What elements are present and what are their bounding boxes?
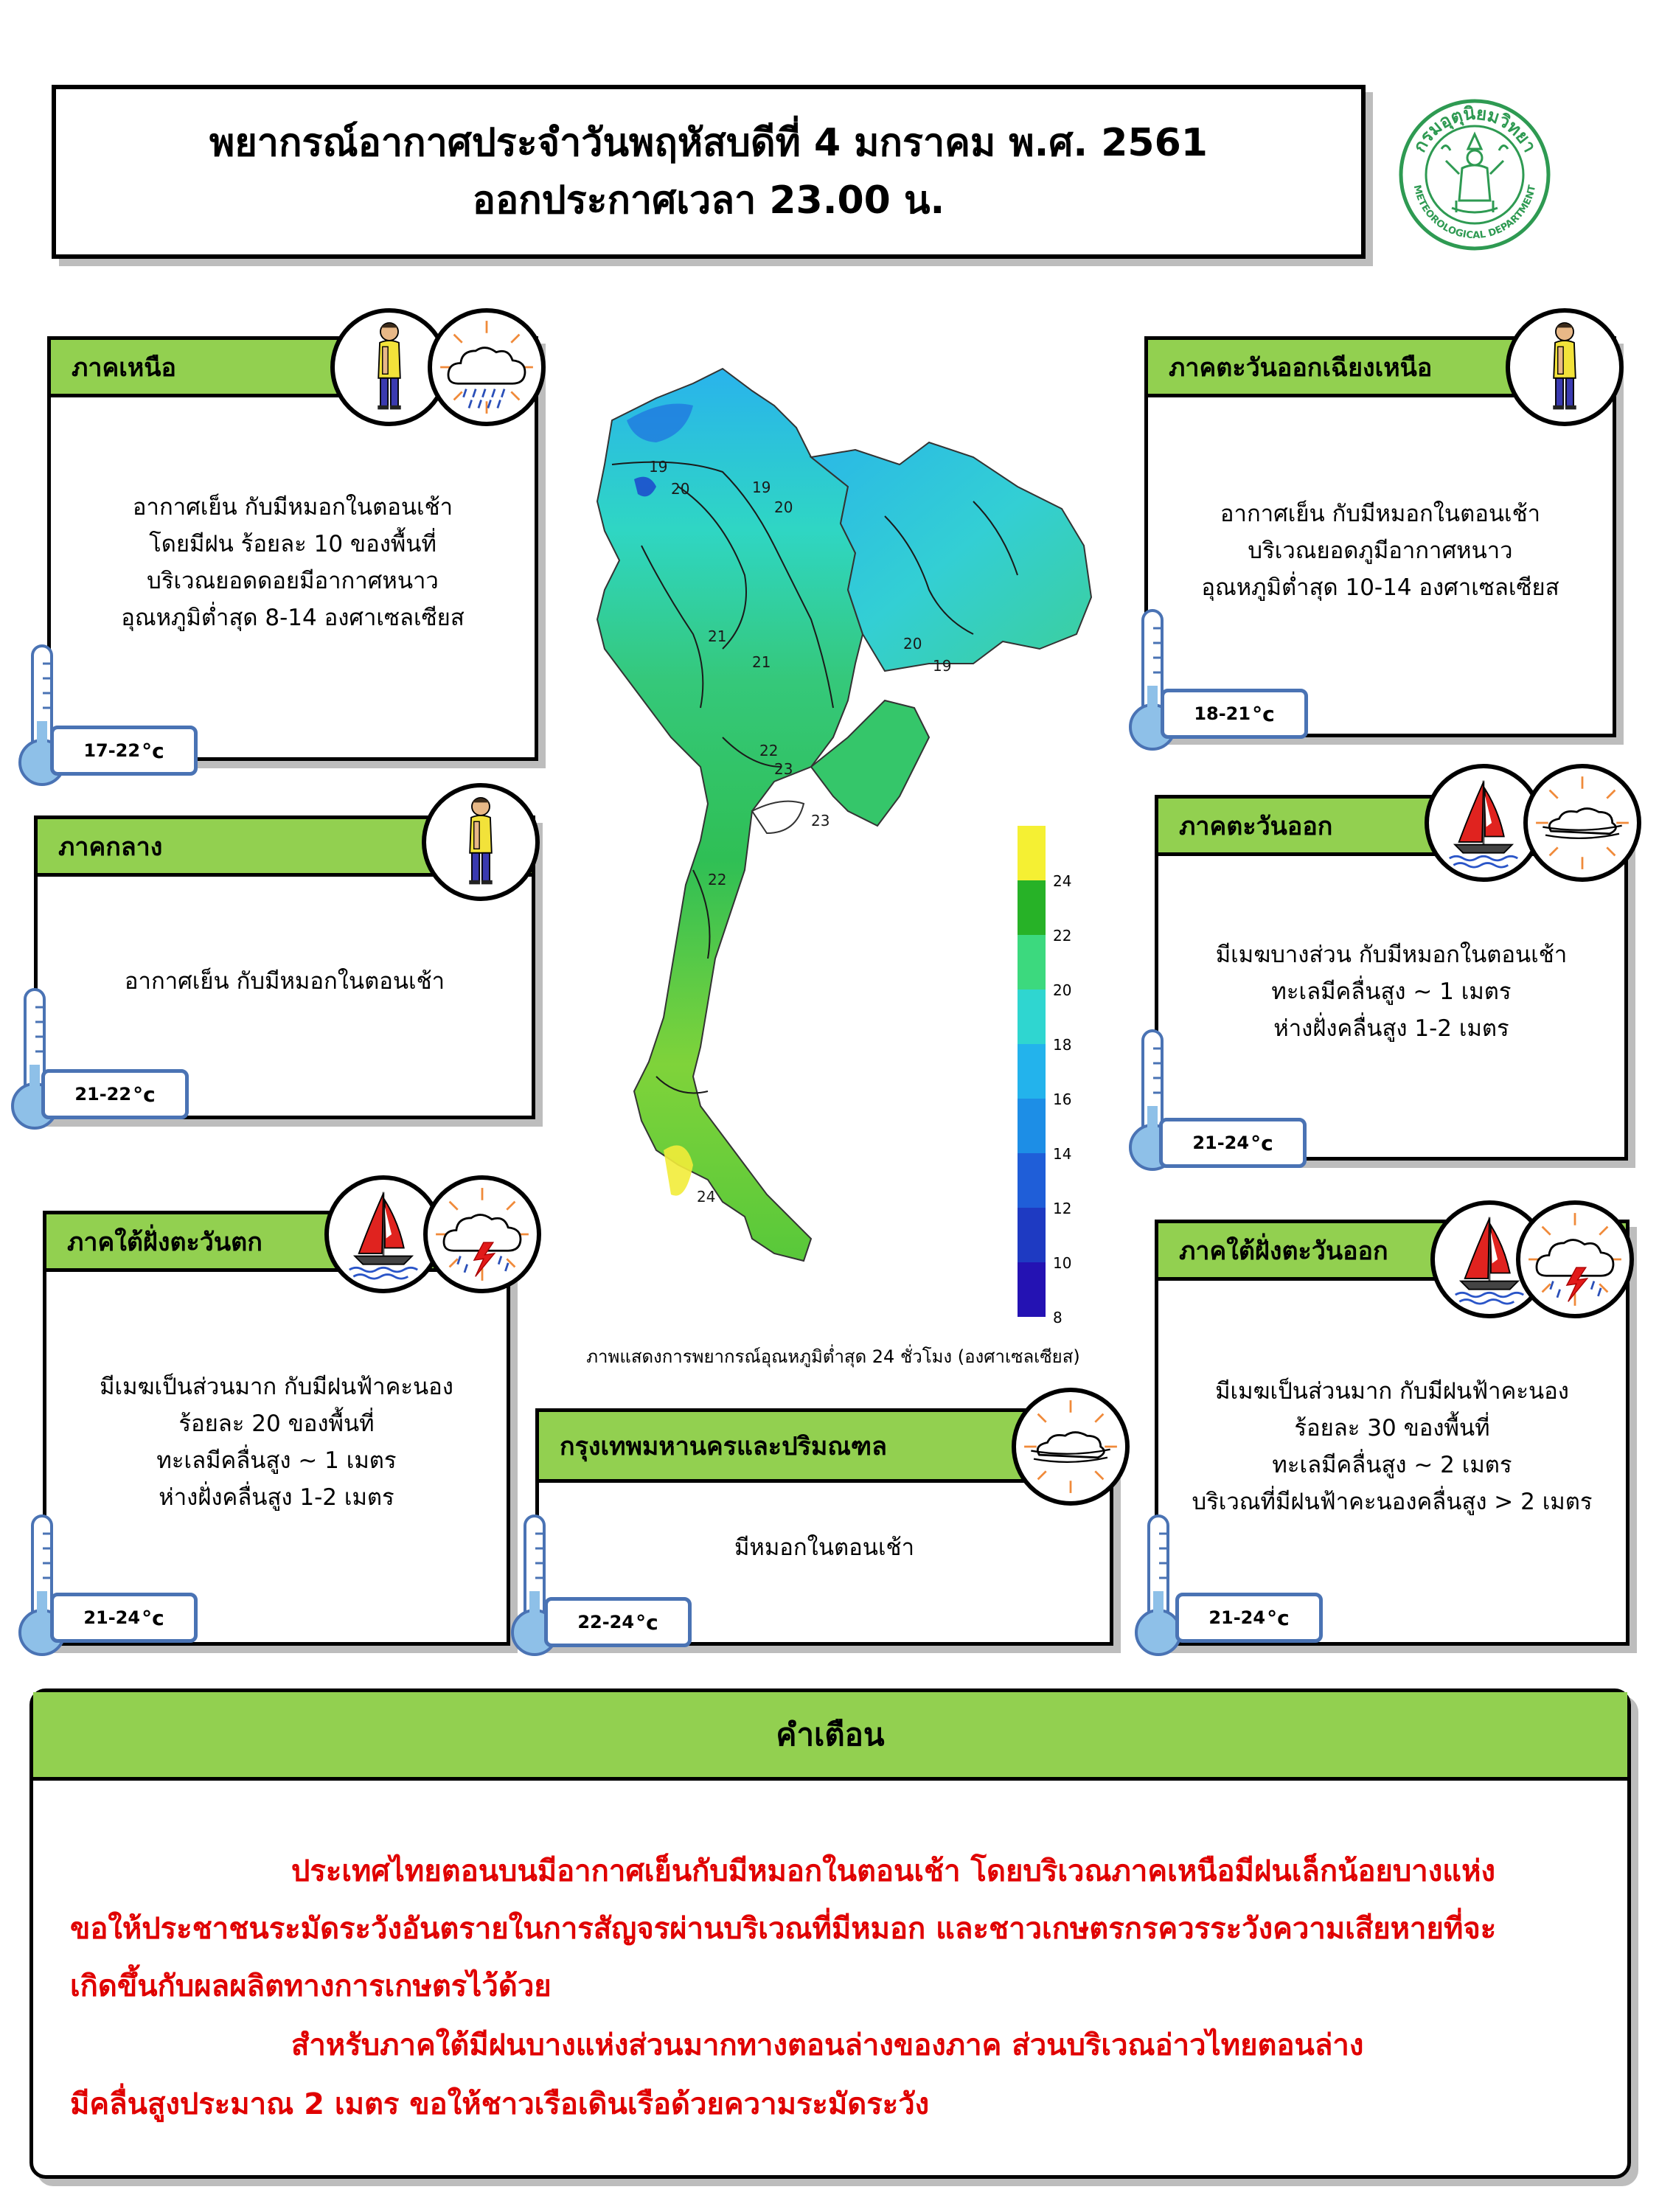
- legend-swatch: [1018, 880, 1046, 935]
- legend-swatch: [1018, 826, 1046, 880]
- region-title-south-east: ภาคใต้ฝั่งตะวันออก: [1158, 1223, 1626, 1281]
- contour-label: 19: [649, 458, 668, 476]
- warning-line: มีคลื่นสูงประมาณ 2 เมตร ขอให้ชาวเรือเดินเรือด้วยความระมัดระวัง: [70, 2087, 930, 2121]
- region-forecast-northeast: อากาศเย็น กับมีหมอกในตอนเช้า บริเวณยอดภูมีอากาศหนาว อุณหภูมิต่ำสุด 10-14 องศาเซลเซียส: [1201, 501, 1559, 601]
- person-icon: [1506, 308, 1624, 426]
- region-title-south-west: ภาคใต้ฝั่งตะวันตก: [46, 1214, 507, 1272]
- warning-line: ประเทศไทยตอนบนมีอากาศเย็นกับมีหมอกในตอนเช้า โดยบริเวณภาคเหนือมีฝนเล็กน้อยบางแห่ง: [291, 1854, 1495, 1888]
- temp-range-central: 21-22 °c: [41, 1069, 189, 1119]
- fog-icon: [1012, 1388, 1130, 1506]
- fog-icon: [1523, 764, 1641, 882]
- rain-cloud-icon: [428, 308, 546, 426]
- warning-line: สำหรับภาคใต้มีฝนบางแห่งส่วนมากทางตอนล่างของภาค ส่วนบริเวณอ่าวไทยตอนล่าง: [291, 2028, 1364, 2062]
- contour-label: 21: [708, 627, 727, 645]
- contour-label: 19: [752, 479, 771, 496]
- legend-label: 14: [1053, 1145, 1072, 1163]
- region-forecast-east: มีเมฆบางส่วน กับมีหมอกในตอนเช้า ทะเลมีคลื่นสูง ~ 1 เมตร ห่างฝั่งคลื่นสูง 1-2 เมตร: [1215, 942, 1568, 1042]
- legend-label: 8: [1053, 1309, 1062, 1326]
- legend-label: 16: [1053, 1091, 1072, 1108]
- warning-line: เกิดขึ้นกับผลผลิตทางการเกษตรไว้ด้วย: [70, 1969, 552, 2003]
- map-caption: ภาพแสดงการพยากรณ์อุณหภูมิต่ำสุด 24 ชั่วโมง (องศาเซลเซียส): [586, 1346, 1080, 1367]
- legend-swatch: [1018, 1208, 1046, 1262]
- region-forecast-central: อากาศเย็น กับมีหมอกในตอนเช้า: [124, 968, 445, 995]
- legend-label: 12: [1053, 1200, 1072, 1217]
- legend-label: 22: [1053, 927, 1072, 945]
- warning-panel: [29, 1688, 1631, 2179]
- region-forecast-south-west: มีเมฆเป็นส่วนมาก กับมีฝนฟ้าคะนอง ร้อยละ 20 ของพื้นที่ ทะเลมีคลื่นสูง ~ 1 เมตร ห่างฝั่งคลื่นสูง 1-2 เมตร: [100, 1374, 453, 1511]
- contour-label: 19: [933, 657, 952, 675]
- thunderstorm-icon: [1516, 1200, 1634, 1318]
- temp-range-south-east: 21-24 °c: [1175, 1593, 1323, 1643]
- region-forecast-bangkok: มีหมอกในตอนเช้า: [734, 1534, 914, 1561]
- tmd-logo: [1397, 97, 1552, 252]
- contour-label: 23: [811, 812, 830, 830]
- contour-label: 22: [708, 871, 727, 888]
- contour-label: 20: [903, 635, 922, 653]
- region-forecast-north: อากาศเย็น กับมีหมอกในตอนเช้า โดยมีฝน ร้อยละ 10 ของพื้นที่ บริเวณยอดดอยมีอากาศหนาว อุณหภูมิต่ำสุด 8-14 องศาเซลเซียส: [121, 494, 465, 631]
- contour-label: 22: [759, 742, 779, 759]
- legend-swatch: [1018, 935, 1046, 990]
- legend-label: 10: [1053, 1254, 1072, 1272]
- temperature-map: [531, 354, 1135, 1326]
- header-box: [52, 85, 1366, 259]
- thailand-min-temp-map: [531, 354, 1135, 1326]
- temp-range-northeast: 18-21 °c: [1161, 689, 1308, 739]
- region-title-north: ภาคเหนือ: [51, 340, 535, 397]
- contour-label: 20: [671, 480, 690, 498]
- region-title-east: ภาคตะวันออก: [1158, 799, 1624, 856]
- legend-swatch: [1018, 990, 1046, 1044]
- thunderstorm-icon: [423, 1175, 541, 1293]
- temp-range-north: 17-22 °c: [50, 726, 198, 776]
- legend-swatch: [1018, 1044, 1046, 1099]
- temperature-legend: [1018, 826, 1071, 1326]
- contour-label: 23: [774, 760, 793, 778]
- region-title-northeast: ภาคตะวันออกเฉียงเหนือ: [1148, 340, 1613, 397]
- header-issue-time: ออกประกาศเวลา 23.00 น.: [472, 178, 945, 223]
- person-icon: [422, 783, 540, 901]
- warning-title: คำเตือน: [33, 1692, 1627, 1781]
- legend-swatch: [1018, 1262, 1046, 1317]
- header-title: พยากรณ์อากาศประจำวันพฤหัสบดีที่ 4 มกราคม พ.ศ. 2561: [209, 121, 1208, 165]
- legend-label: 20: [1053, 981, 1072, 999]
- region-title-bangkok: กรุงเทพมหานครและปริมณฑล: [539, 1412, 1110, 1483]
- legend-label: 24: [1053, 872, 1072, 890]
- region-forecast-south-east: มีเมฆเป็นส่วนมาก กับมีฝนฟ้าคะนอง ร้อยละ 30 ของพื้นที่ ทะเลมีคลื่นสูง ~ 2 เมตร บริเวณที่มีฝนฟ้าคะนองคลื่นสูง > 2 เมตร: [1192, 1378, 1593, 1515]
- legend-swatch: [1018, 1153, 1046, 1208]
- contour-label: 20: [774, 498, 793, 516]
- logo-top-text: กรมอุตุนิยมวิทยา: [1408, 102, 1541, 156]
- legend-swatch: [1018, 1099, 1046, 1153]
- temp-range-south-west: 21-24 °c: [50, 1593, 198, 1643]
- legend-label: 18: [1053, 1036, 1072, 1054]
- logo-bottom-text: METEOROLOGICAL DEPARTMENT: [1411, 184, 1539, 242]
- contour-label: 24: [697, 1188, 716, 1206]
- warning-line: ขอให้ประชาชนระมัดระวังอันตรายในการสัญจรผ่านบริเวณที่มีหมอก และชาวเกษตรกรควรระวังความเสียหายที่จะ: [70, 1912, 1497, 1946]
- temp-range-bangkok: 22-24 °c: [544, 1597, 692, 1647]
- region-title-central: ภาคกลาง: [38, 819, 532, 877]
- contour-label: 21: [752, 653, 771, 671]
- temp-range-east: 21-24 °c: [1159, 1118, 1307, 1168]
